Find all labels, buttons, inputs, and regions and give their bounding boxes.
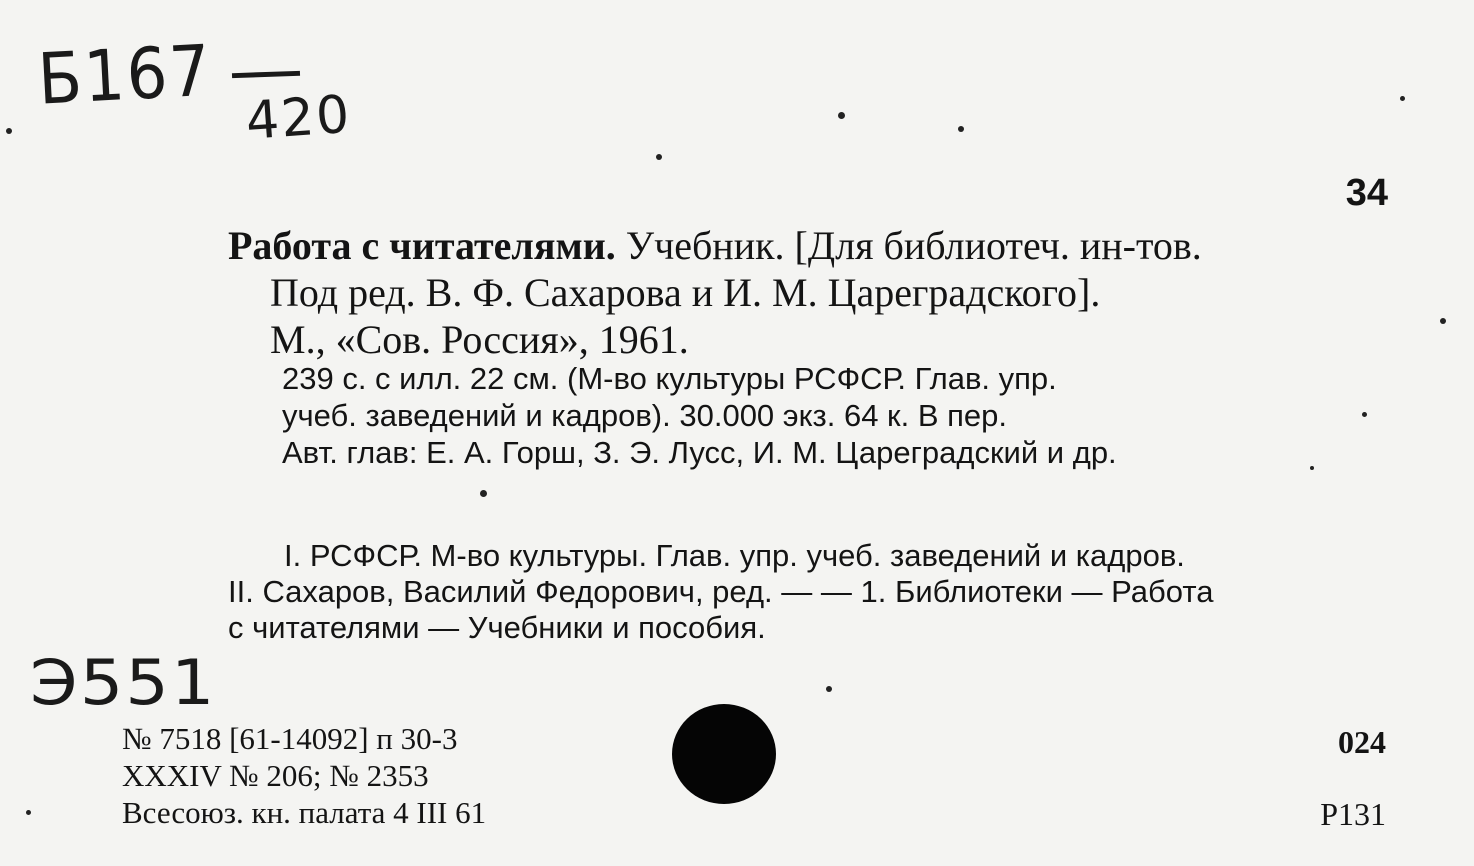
handwritten-shelf-sub: 420 — [244, 84, 354, 152]
classification-code-top: 024 — [1338, 724, 1386, 760]
scan-speck — [26, 810, 31, 815]
description-line: учеб. заведений и кадров). 30.000 экз. 64 к. В пер. — [282, 398, 1008, 433]
scan-speck — [826, 686, 832, 692]
description-line: Авт. глав: Е. А. Горш, З. Э. Лусс, И. М. Цареградский и др. — [282, 435, 1117, 470]
scan-speck — [480, 490, 487, 497]
title-line-1 — [228, 222, 1398, 269]
bibliographic-title — [228, 222, 1398, 363]
registration-footer — [122, 720, 486, 831]
punch-hole — [672, 704, 776, 804]
tracing-line: I. РСФСР. М-во культуры. Глав. упр. учеб. заведений и кадров. — [284, 538, 1185, 573]
description-line: 239 с. с илл. 22 см. (М-во культуры РСФСР. Глав. упр. — [282, 361, 1057, 396]
footer-line: XXXIV № 206; № 2353 — [122, 758, 429, 793]
tracing-line: II. Сахаров, Василий Федорович, ред. — — 1. Библиотеки — Работа — [228, 574, 1214, 609]
physical-description — [282, 360, 1392, 471]
handwritten-shelf-mark: Б167 — [36, 30, 215, 122]
handwritten-inventory-number: Э551 — [30, 646, 217, 719]
title-bold-part: Работа с читателями. — [228, 223, 616, 268]
handwritten-fraction-bar — [232, 71, 300, 78]
title-rest: Учебник. [Для библиотеч. ин-тов. — [615, 223, 1202, 268]
classification-code-bottom: P131 — [1320, 796, 1386, 832]
footer-line: Всесоюз. кн. палата 4 III 61 — [122, 795, 487, 830]
card-number: 34 — [1345, 172, 1388, 214]
scan-speck — [1400, 96, 1405, 101]
subject-tracings — [228, 538, 1398, 646]
tracing-line: с читателями — Учебники и пособия. — [228, 610, 766, 645]
scan-speck — [838, 112, 845, 119]
scan-speck — [958, 126, 964, 132]
scan-speck — [656, 154, 662, 160]
footer-line: № 7518 [61-14092] п 30-3 — [122, 721, 458, 756]
scan-speck — [1440, 318, 1446, 324]
scan-speck — [6, 128, 12, 134]
title-line-2: Под ред. В. Ф. Сахарова и И. М. Цареградского]. — [270, 270, 1101, 315]
title-line-3: М., «Сов. Россия», 1961. — [270, 317, 689, 362]
